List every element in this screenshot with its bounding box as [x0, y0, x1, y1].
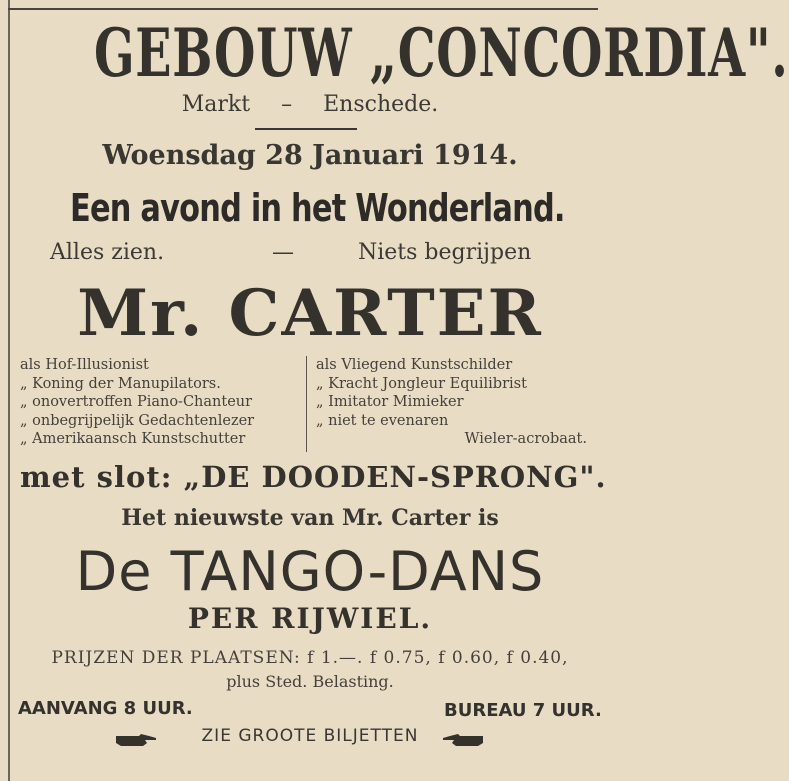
venue-location	[10, 92, 610, 117]
start-time: AANVANG 8 UUR.	[18, 698, 193, 719]
role-item: „ Kracht Jongleur Equilibrist	[316, 375, 527, 392]
tagline-right: Niets begrijpen	[358, 240, 532, 265]
performer-name: Mr. CARTER	[77, 276, 543, 351]
finale-slot: met slot: „DE DOODEN-SPRONG".	[20, 460, 607, 494]
event-date: Woensdag 28 Januari 1914.	[102, 140, 518, 171]
roles-divider	[306, 356, 307, 452]
role-item: „ onbegrijpelijk Gedachtenlezer	[20, 412, 255, 429]
role-item: als Vliegend Kunstschilder	[316, 357, 513, 373]
tagline-dash: —	[272, 240, 294, 265]
roles-right-column	[316, 356, 591, 449]
roles-left-column	[20, 356, 305, 449]
role-item: „ niet te evenaren	[316, 412, 449, 429]
tango-title: De TANGO-DANS	[75, 540, 545, 603]
location-underline	[255, 128, 357, 130]
location-city: Enschede.	[323, 92, 439, 117]
posters-note: ZIE GROOTE BILJETTEN	[201, 726, 419, 746]
top-border-rule	[8, 8, 598, 10]
location-market: Markt	[181, 92, 251, 117]
tagline-left: Alles zien.	[50, 240, 165, 265]
pointing-hand-left-icon	[442, 732, 484, 748]
tax-line: plus Sted. Belasting.	[226, 672, 394, 691]
role-item-last: Wieler-acrobaat.	[464, 431, 587, 448]
venue-title: GEBOUW „CONCORDIA".	[93, 14, 789, 92]
location-dash: –	[281, 92, 293, 117]
role-item: als Hof-Illusionist	[20, 357, 149, 373]
role-item: „ onovertroffen Piano-Chanteur	[20, 394, 253, 411]
event-headline: Een avond in het Wonderland.	[70, 186, 565, 230]
role-item: „ Amerikaansch Kunstschutter	[20, 431, 246, 448]
role-item: „ Imitator Mimieker	[316, 394, 464, 411]
newest-act: Het nieuwste van Mr. Carter is	[121, 505, 499, 531]
per-rijwiel: PER RIJWIEL.	[187, 602, 433, 635]
box-office-time: BUREAU 7 UUR.	[444, 700, 602, 721]
role-item: „ Koning der Manupilators.	[20, 375, 221, 392]
prices-line: PRIJZEN DER PLAATSEN: f 1.—. f 0.75, f 0.60, f 0.40,	[51, 648, 569, 668]
